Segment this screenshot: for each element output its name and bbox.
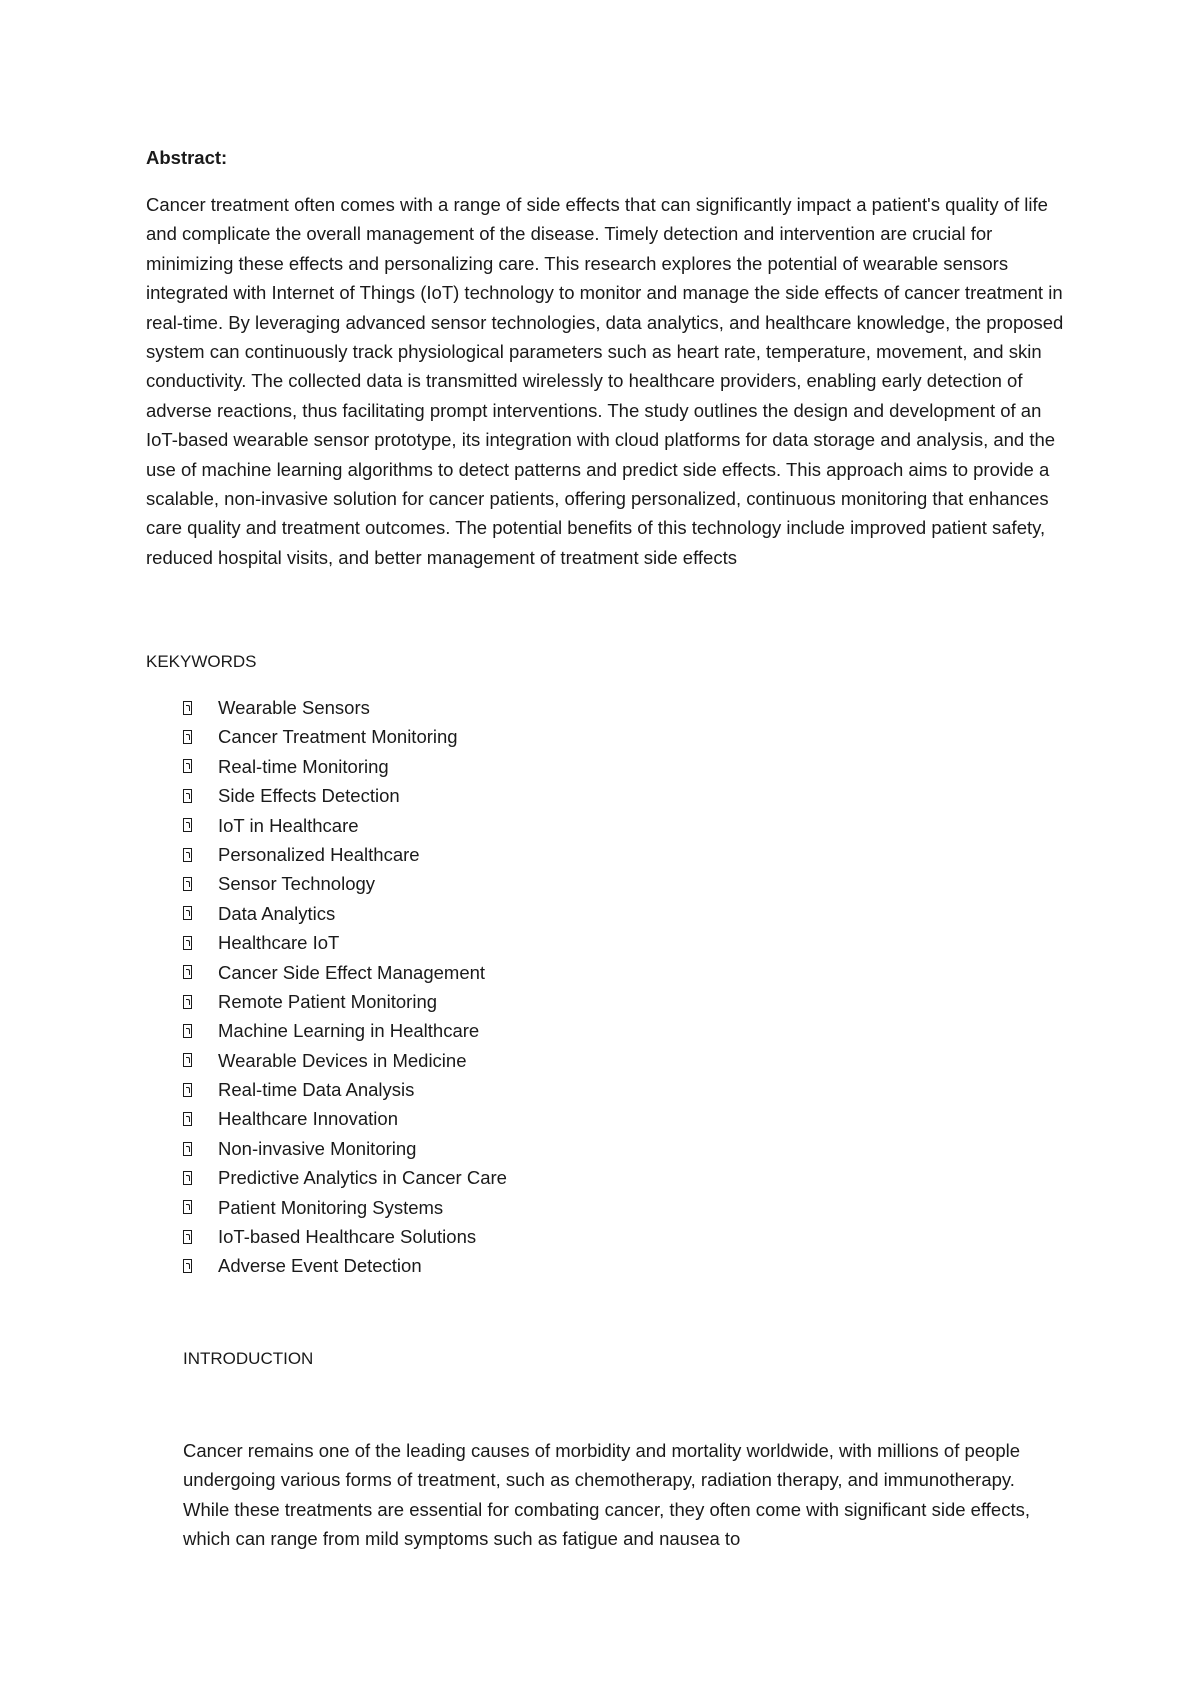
keyword-item bbox=[183, 869, 507, 898]
missing-glyph-bullet-icon bbox=[183, 1142, 192, 1156]
introduction-heading: INTRODUCTION bbox=[183, 1349, 314, 1368]
missing-glyph-bullet-icon bbox=[183, 701, 192, 715]
keyword-item bbox=[183, 1163, 507, 1192]
keyword-text: Data Analytics bbox=[218, 902, 336, 924]
keyword-item bbox=[183, 840, 507, 869]
keyword-text: IoT-based Healthcare Solutions bbox=[218, 1226, 477, 1248]
introduction-paragraph: Cancer remains one of the leading causes of morbidity and mortality worldwide, with millions of people undergoing various forms of treatment, such as chemotherapy, radiation therapy, and immunotherapy. While these treatments are essential for combating cancer, they often come with significant side effects, which can range from mild symptoms such as fatigue and nausea to bbox=[183, 1440, 1030, 1550]
missing-glyph-bullet-icon bbox=[183, 759, 192, 773]
missing-glyph-bullet-icon bbox=[183, 965, 192, 979]
missing-glyph-bullet-icon bbox=[183, 1171, 192, 1185]
missing-glyph-bullet-icon bbox=[183, 995, 192, 1009]
keyword-item bbox=[183, 1016, 507, 1045]
keyword-text: Real-time Monitoring bbox=[218, 755, 389, 777]
missing-glyph-bullet-icon bbox=[183, 936, 192, 950]
keyword-text: Predictive Analytics in Cancer Care bbox=[218, 1167, 507, 1189]
keywords-heading: KEKYWORDS bbox=[146, 652, 257, 671]
keyword-item bbox=[183, 1134, 507, 1163]
missing-glyph-bullet-icon bbox=[183, 1200, 192, 1214]
keyword-text: Adverse Event Detection bbox=[218, 1255, 422, 1277]
missing-glyph-bullet-icon bbox=[183, 1230, 192, 1244]
abstract-heading: Abstract: bbox=[146, 147, 228, 168]
keyword-item bbox=[183, 987, 507, 1016]
keyword-text: Real-time Data Analysis bbox=[218, 1079, 415, 1101]
keyword-item bbox=[183, 1251, 507, 1280]
keyword-item bbox=[183, 1222, 507, 1251]
keyword-text: Wearable Sensors bbox=[218, 697, 370, 718]
missing-glyph-bullet-icon bbox=[183, 848, 192, 862]
keyword-item bbox=[183, 1193, 507, 1222]
keyword-item bbox=[183, 811, 507, 840]
missing-glyph-bullet-icon bbox=[183, 789, 192, 803]
missing-glyph-bullet-icon bbox=[183, 1112, 192, 1126]
keyword-item bbox=[183, 1104, 507, 1133]
keyword-text: IoT in Healthcare bbox=[218, 814, 359, 836]
keyword-text: Remote Patient Monitoring bbox=[218, 990, 438, 1012]
keyword-text: Patient Monitoring Systems bbox=[218, 1196, 444, 1218]
keyword-item bbox=[183, 722, 507, 751]
keyword-text: Non-invasive Monitoring bbox=[218, 1137, 417, 1159]
keyword-text: Sensor Technology bbox=[218, 873, 376, 895]
missing-glyph-bullet-icon bbox=[183, 818, 192, 832]
keyword-item bbox=[183, 928, 507, 957]
keyword-item bbox=[183, 781, 507, 810]
keyword-item bbox=[183, 1046, 507, 1075]
keyword-text: Cancer Treatment Monitoring bbox=[218, 726, 458, 748]
missing-glyph-bullet-icon bbox=[183, 1259, 192, 1273]
keyword-text: Side Effects Detection bbox=[218, 785, 400, 807]
keywords-list bbox=[183, 693, 507, 1281]
keyword-item bbox=[183, 752, 507, 781]
abstract-paragraph: Cancer treatment often comes with a range of side effects that can significantly impact a patient's quality of life and complicate the overall management of the disease. Timely detection and intervention are crucial for minimizing these effects and personalizing care. This research explores the potential of wearable sensors integrated with Internet of Things (IoT) technology to monitor and manage the side effects of cancer treatment in real-time. By leveraging advanced sensor technologies, data analytics, and healthcare knowledge, the proposed system can continuously track physiological parameters such as heart rate, temperature, movement, and skin conductivity. The collected data is transmitted wirelessly to healthcare providers, enabling early detection of adverse reactions, thus facilitating prompt interventions. The study outlines the design and development of an IoT-based wearable sensor prototype, its integration with cloud platforms for data storage and analysis, and the use of machine learning algorithms to detect patterns and predict side effects. This approach aims to provide a scalable, non-invasive solution for cancer patients, offering personalized, continuous monitoring that enhances care quality and treatment outcomes. The potential benefits of this technology include improved patient safety, reduced hospital visits, and better management of treatment side effects bbox=[146, 194, 1064, 568]
keyword-text: Healthcare IoT bbox=[218, 932, 340, 954]
keyword-item bbox=[183, 899, 507, 928]
keyword-text: Cancer Side Effect Management bbox=[218, 961, 486, 983]
missing-glyph-bullet-icon bbox=[183, 1083, 192, 1097]
keyword-text: Machine Learning in Healthcare bbox=[218, 1020, 480, 1042]
missing-glyph-bullet-icon bbox=[183, 906, 192, 920]
missing-glyph-bullet-icon bbox=[183, 1053, 192, 1067]
keyword-item bbox=[183, 1075, 507, 1104]
keyword-text: Healthcare Innovation bbox=[218, 1108, 398, 1130]
keyword-text: Personalized Healthcare bbox=[218, 843, 420, 865]
keyword-item bbox=[183, 693, 507, 722]
keyword-text: Wearable Devices in Medicine bbox=[218, 1049, 467, 1071]
missing-glyph-bullet-icon bbox=[183, 877, 192, 891]
keyword-item bbox=[183, 958, 507, 987]
missing-glyph-bullet-icon bbox=[183, 730, 192, 744]
missing-glyph-bullet-icon bbox=[183, 1024, 192, 1038]
